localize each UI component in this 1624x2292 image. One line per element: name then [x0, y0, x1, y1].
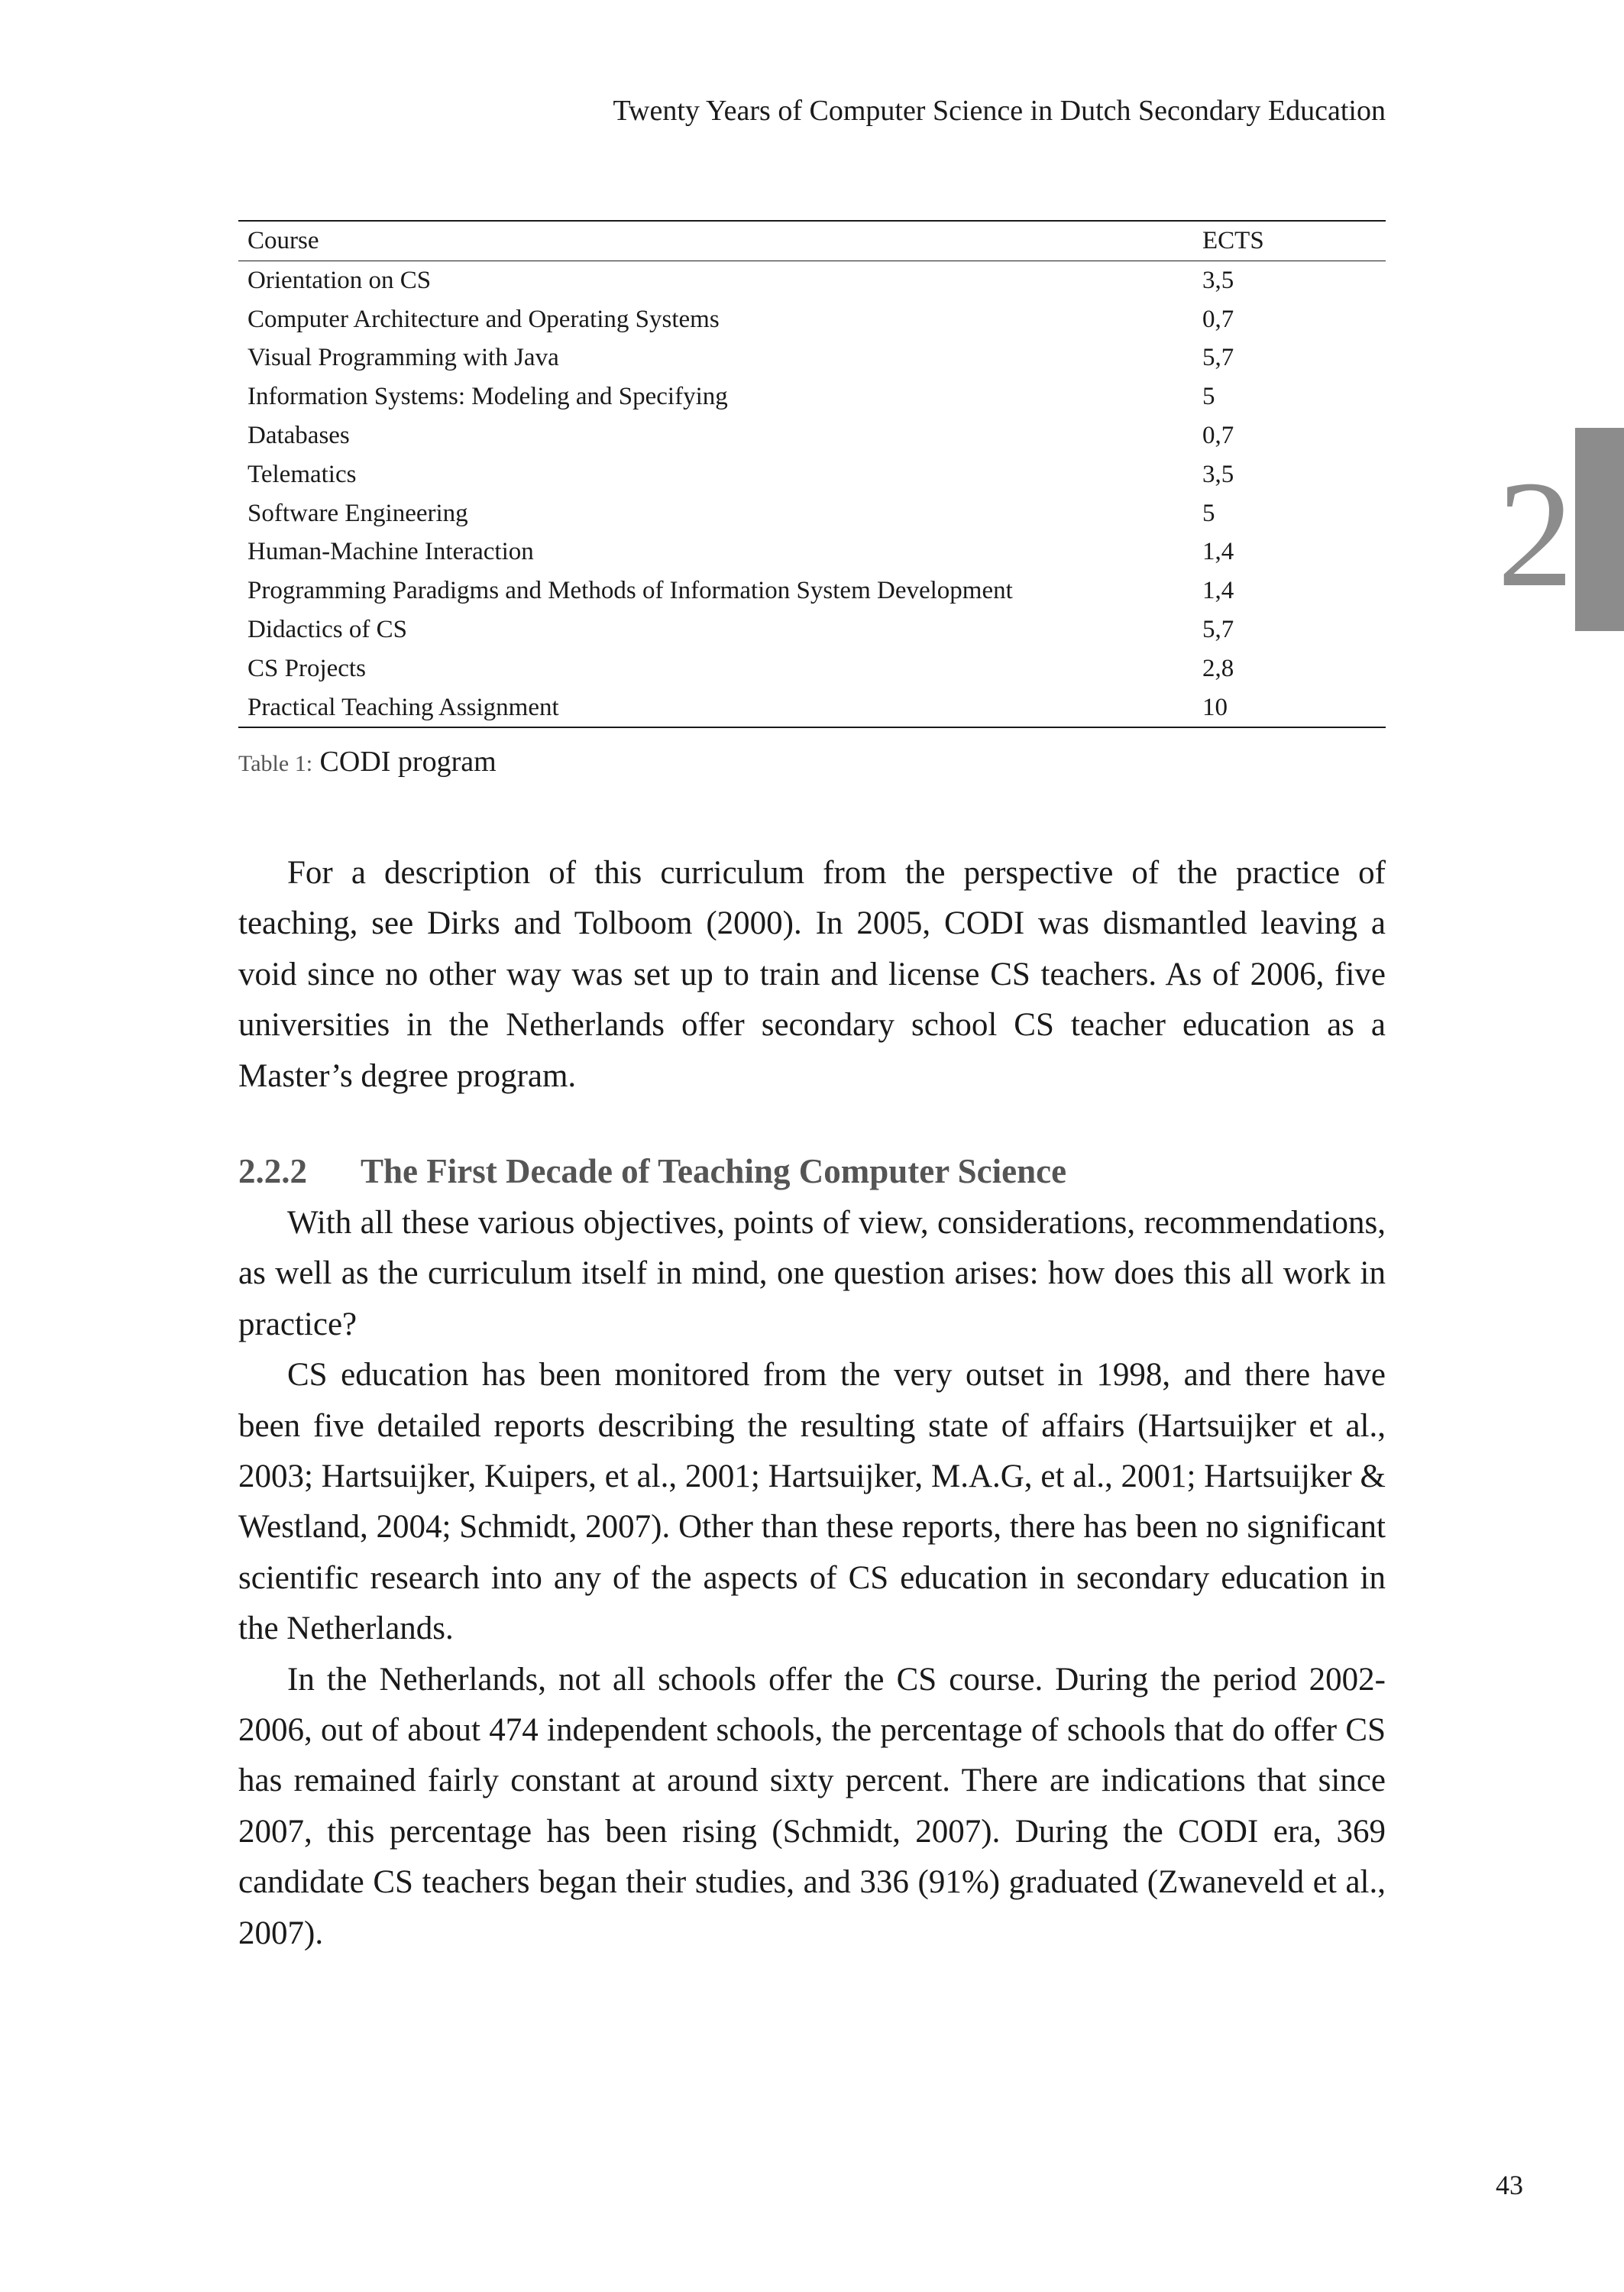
- table-row: [238, 533, 1386, 571]
- table-row: [238, 338, 1386, 377]
- course-ects: 1,4: [1202, 538, 1234, 566]
- course-name: Telematics: [247, 460, 357, 488]
- course-ects: 2,8: [1202, 654, 1234, 682]
- column-header-course: Course: [247, 227, 319, 254]
- course-name: CS Projects: [247, 654, 366, 682]
- table-row: [238, 455, 1386, 494]
- paragraph: For a description of this curriculum from the perspective of the practice of teaching, see Dirks and Tolboom (2000). In 2005, CODI was dismantled leaving a void since no other way was set up to train and license CS teachers. As of 2006, five universities in the Netherlands offer secondary school CS teacher education as a Master’s degree program.: [238, 855, 1386, 1094]
- table-row: [238, 261, 1386, 299]
- column-header-ects: ECTS: [1202, 227, 1264, 254]
- course-name: Visual Programming with Java: [247, 344, 559, 372]
- caption-label: Table 1:: [238, 751, 313, 776]
- course-ects: 3,5: [1202, 266, 1234, 294]
- course-name: Programming Paradigms and Methods of Information System Development: [247, 577, 1013, 605]
- course-ects: 0,7: [1202, 305, 1234, 333]
- table-row: [238, 688, 1386, 728]
- course-ects: 5: [1202, 383, 1215, 411]
- paragraph: CS education has been monitored from the very outset in 1998, and there have been five detailed reports describing the resulting state of affairs (Hartsuijker et al., 2003; Hartsuijker, Kuipers, et al., 2001; Hartsuijker, M.A.G, et al., 2001; Hartsuijker & Westland, 2004; Schmidt, 2007). Other than these reports, there has been no significant scientific research into any of the aspects of CS education in secondary education in the Netherlands.: [238, 1357, 1386, 1647]
- section-number: 2.2.2: [238, 1152, 307, 1190]
- table-row: [238, 300, 1386, 339]
- course-ects: 5,7: [1202, 344, 1234, 372]
- chapter-number: 2: [1497, 450, 1574, 619]
- course-name: Computer Architecture and Operating Systems: [247, 305, 720, 333]
- course-table: [238, 220, 1386, 728]
- chapter-tab: [1575, 428, 1624, 631]
- table-row: [238, 416, 1386, 455]
- course-name: Human-Machine Interaction: [247, 538, 534, 566]
- caption-text: CODI program: [319, 746, 497, 778]
- table-row: [238, 571, 1386, 610]
- course-name: Software Engineering: [247, 499, 468, 527]
- table-caption: [238, 743, 497, 783]
- course-name: Information Systems: Modeling and Specifying: [247, 383, 728, 411]
- body-text-top: [238, 848, 1386, 1102]
- table-row: [238, 649, 1386, 688]
- course-name: Practical Teaching Assignment: [247, 693, 559, 721]
- table-row: [238, 494, 1386, 533]
- course-ects: 3,5: [1202, 460, 1234, 488]
- course-name: Orientation on CS: [247, 266, 432, 294]
- course-ects: 5: [1202, 499, 1215, 527]
- course-ects: 1,4: [1202, 577, 1234, 605]
- course-name: Databases: [247, 421, 350, 449]
- section-title: The First Decade of Teaching Computer Science: [361, 1152, 1067, 1190]
- course-ects: 10: [1202, 693, 1228, 721]
- table-row: [238, 610, 1386, 649]
- paragraph: With all these various objectives, points of view, considerations, recommendations, as well as the curriculum itself in mind, one question arises: how does this all work in practice?: [238, 1205, 1386, 1342]
- page-number: 43: [1496, 2170, 1523, 2200]
- course-ects: 5,7: [1202, 615, 1234, 643]
- section-heading: [238, 1146, 1386, 1196]
- running-header: Twenty Years of Computer Science in Dutch Secondary Education: [613, 95, 1386, 127]
- course-ects: 0,7: [1202, 421, 1234, 449]
- course-name: Didactics of CS: [247, 615, 407, 643]
- paragraph: In the Netherlands, not all schools offer the CS course. During the period 2002-2006, out of about 474 independent schools, the percentage of schools that do offer CS has remained fairly constant at around sixty percent. There are indications that since 2007, this percentage has been rising (Schmidt, 2007). During the CODI era, 369 candidate CS teachers began their studies, and 336 (91%) graduated (Zwaneveld et al., 2007).: [238, 1661, 1386, 1951]
- body-text-section: [238, 1198, 1386, 1959]
- table-header-row: [238, 221, 1386, 261]
- table-row: [238, 377, 1386, 416]
